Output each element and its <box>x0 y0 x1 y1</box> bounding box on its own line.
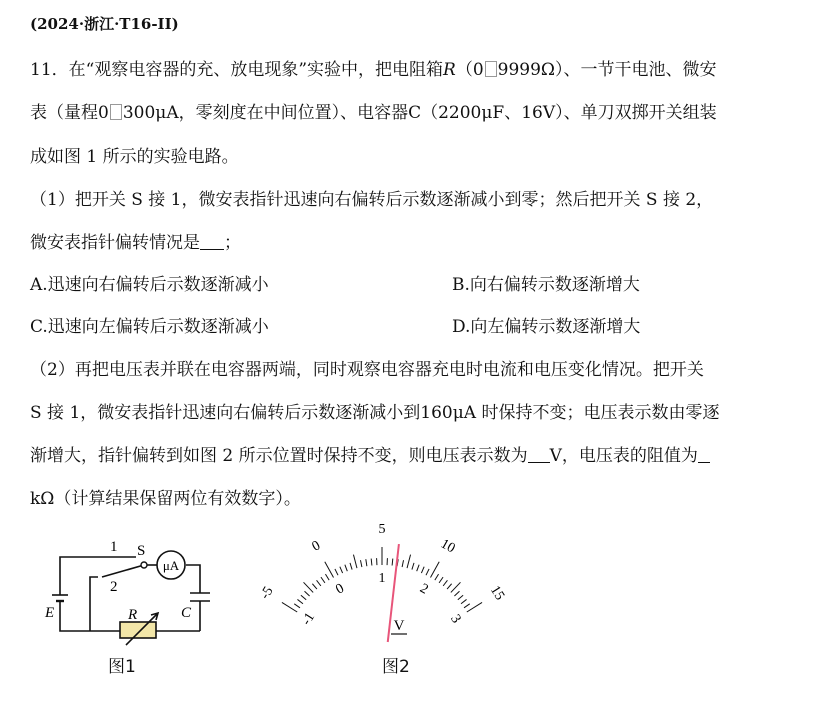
part2-line-4: kΩ（计算结果保留两位有效数字）。 <box>30 489 301 509</box>
dial-tick <box>439 577 443 583</box>
dial-outer-scale-label: 15 <box>486 583 507 604</box>
dial-inner-scale-label: 0 <box>333 581 347 598</box>
dial-tick <box>407 555 411 569</box>
resistor-label: R <box>128 607 138 623</box>
answer-blank-resistance[interactable] <box>698 446 710 463</box>
dial-tick <box>294 604 300 608</box>
answer-blank-voltage[interactable] <box>528 446 550 463</box>
dial-tick <box>371 559 372 566</box>
option-a[interactable]: A.迅速向右偏转后示数逐渐减小 <box>30 275 269 295</box>
question-line-1: 11．在“观察电容器的充、放电现象”实验中，把电阻箱R（0 9999Ω）、一节干电池、微安 <box>30 60 717 80</box>
dial-tick <box>297 599 303 603</box>
dial-tick <box>312 584 317 589</box>
dial-tick <box>353 555 357 569</box>
dial-tick <box>304 582 314 592</box>
answer-blank-1[interactable] <box>200 233 224 250</box>
dial-tick <box>435 574 439 580</box>
switch-contact-2-label: 2 <box>110 579 118 595</box>
dial-tick <box>402 560 403 567</box>
option-d[interactable]: D.向左偏转示数逐渐增大 <box>452 317 641 337</box>
dial-tick <box>461 599 467 603</box>
dial-inner-scale-label: 2 <box>417 581 431 598</box>
dial-tick <box>458 595 463 600</box>
dial-tick <box>417 565 419 572</box>
part2-line-3: 渐增大，指针偏转到如图 2 所示位置时保持不变，则电压表示数为 V，电压表的阻值为 <box>30 446 710 466</box>
dial-tick <box>392 559 393 566</box>
question-source: (2024·浙江·T16-II) <box>30 15 179 33</box>
dial-tick <box>325 574 329 580</box>
dial-tick <box>305 591 310 596</box>
dial-tick <box>340 567 343 573</box>
dial-tick <box>454 591 459 596</box>
dial-outer-scale-label: 10 <box>437 536 458 557</box>
battery-label: E <box>45 605 55 621</box>
switch-contact-1-label: 1 <box>110 539 118 555</box>
figure-1-caption: 图1 <box>108 657 136 677</box>
part2-line-1: （2）再把电压表并联在电容器两端，同时观察电容器充电时电流和电压变化情况。把开关 <box>30 360 704 380</box>
question-line-2: 表（量程0 300μA，零刻度在中间位置）、电容器C（2200μF、16V）、单刀双掷开关组装 <box>30 103 717 123</box>
figure-1-circuit <box>40 535 230 645</box>
dial-tick <box>301 595 306 600</box>
switch-label: S <box>137 543 146 559</box>
dial-tick <box>350 563 352 570</box>
dial-inner-scale-label: 3 <box>447 612 464 627</box>
figure-2-caption: 图2 <box>382 657 410 677</box>
dial-tick <box>412 563 414 570</box>
dial-outer-scale-label: 0 <box>309 538 324 555</box>
dial-tick <box>421 567 424 573</box>
option-b[interactable]: B.向右偏转示数逐渐增大 <box>452 275 640 295</box>
dial-inner-scale-label: -1 <box>299 610 319 629</box>
capacitor-label: C <box>181 605 192 621</box>
dial-outer-scale-label: 5 <box>378 522 386 537</box>
dial-tick <box>447 584 452 589</box>
dial-outer-scale-label: -5 <box>257 584 277 603</box>
microammeter-label: μA <box>162 558 180 573</box>
dial-tick <box>321 577 325 583</box>
dial-tick <box>426 569 429 575</box>
dial-tick <box>360 560 361 567</box>
part1-line-2: 微安表指针偏转情况是 ； <box>30 233 241 253</box>
figure-2-voltmeter <box>257 522 530 650</box>
dial-inner-scale-label: 1 <box>378 571 386 586</box>
dial-tick <box>443 580 447 586</box>
dial-tick <box>366 559 367 566</box>
dial-tick <box>451 582 461 592</box>
dial-tick <box>464 604 470 608</box>
voltmeter-unit-label: V <box>393 618 405 634</box>
dial-tick <box>317 580 321 586</box>
question-line-3: 成如图 1 所示的实验电路。 <box>30 147 239 167</box>
option-c[interactable]: C.迅速向左偏转后示数逐渐减小 <box>30 317 269 337</box>
part2-line-2: S 接 1，微安表指针迅速向右偏转后示数逐渐减小到160μA 时保持不变；电压表示数由零逐 <box>30 403 720 423</box>
dial-tick <box>335 569 338 575</box>
part1-line-1: （1）把开关 S 接 1，微安表指针迅速向右偏转后示数逐渐减小到零；然后把开关 S 接 2， <box>30 190 714 210</box>
dial-tick <box>345 565 347 572</box>
